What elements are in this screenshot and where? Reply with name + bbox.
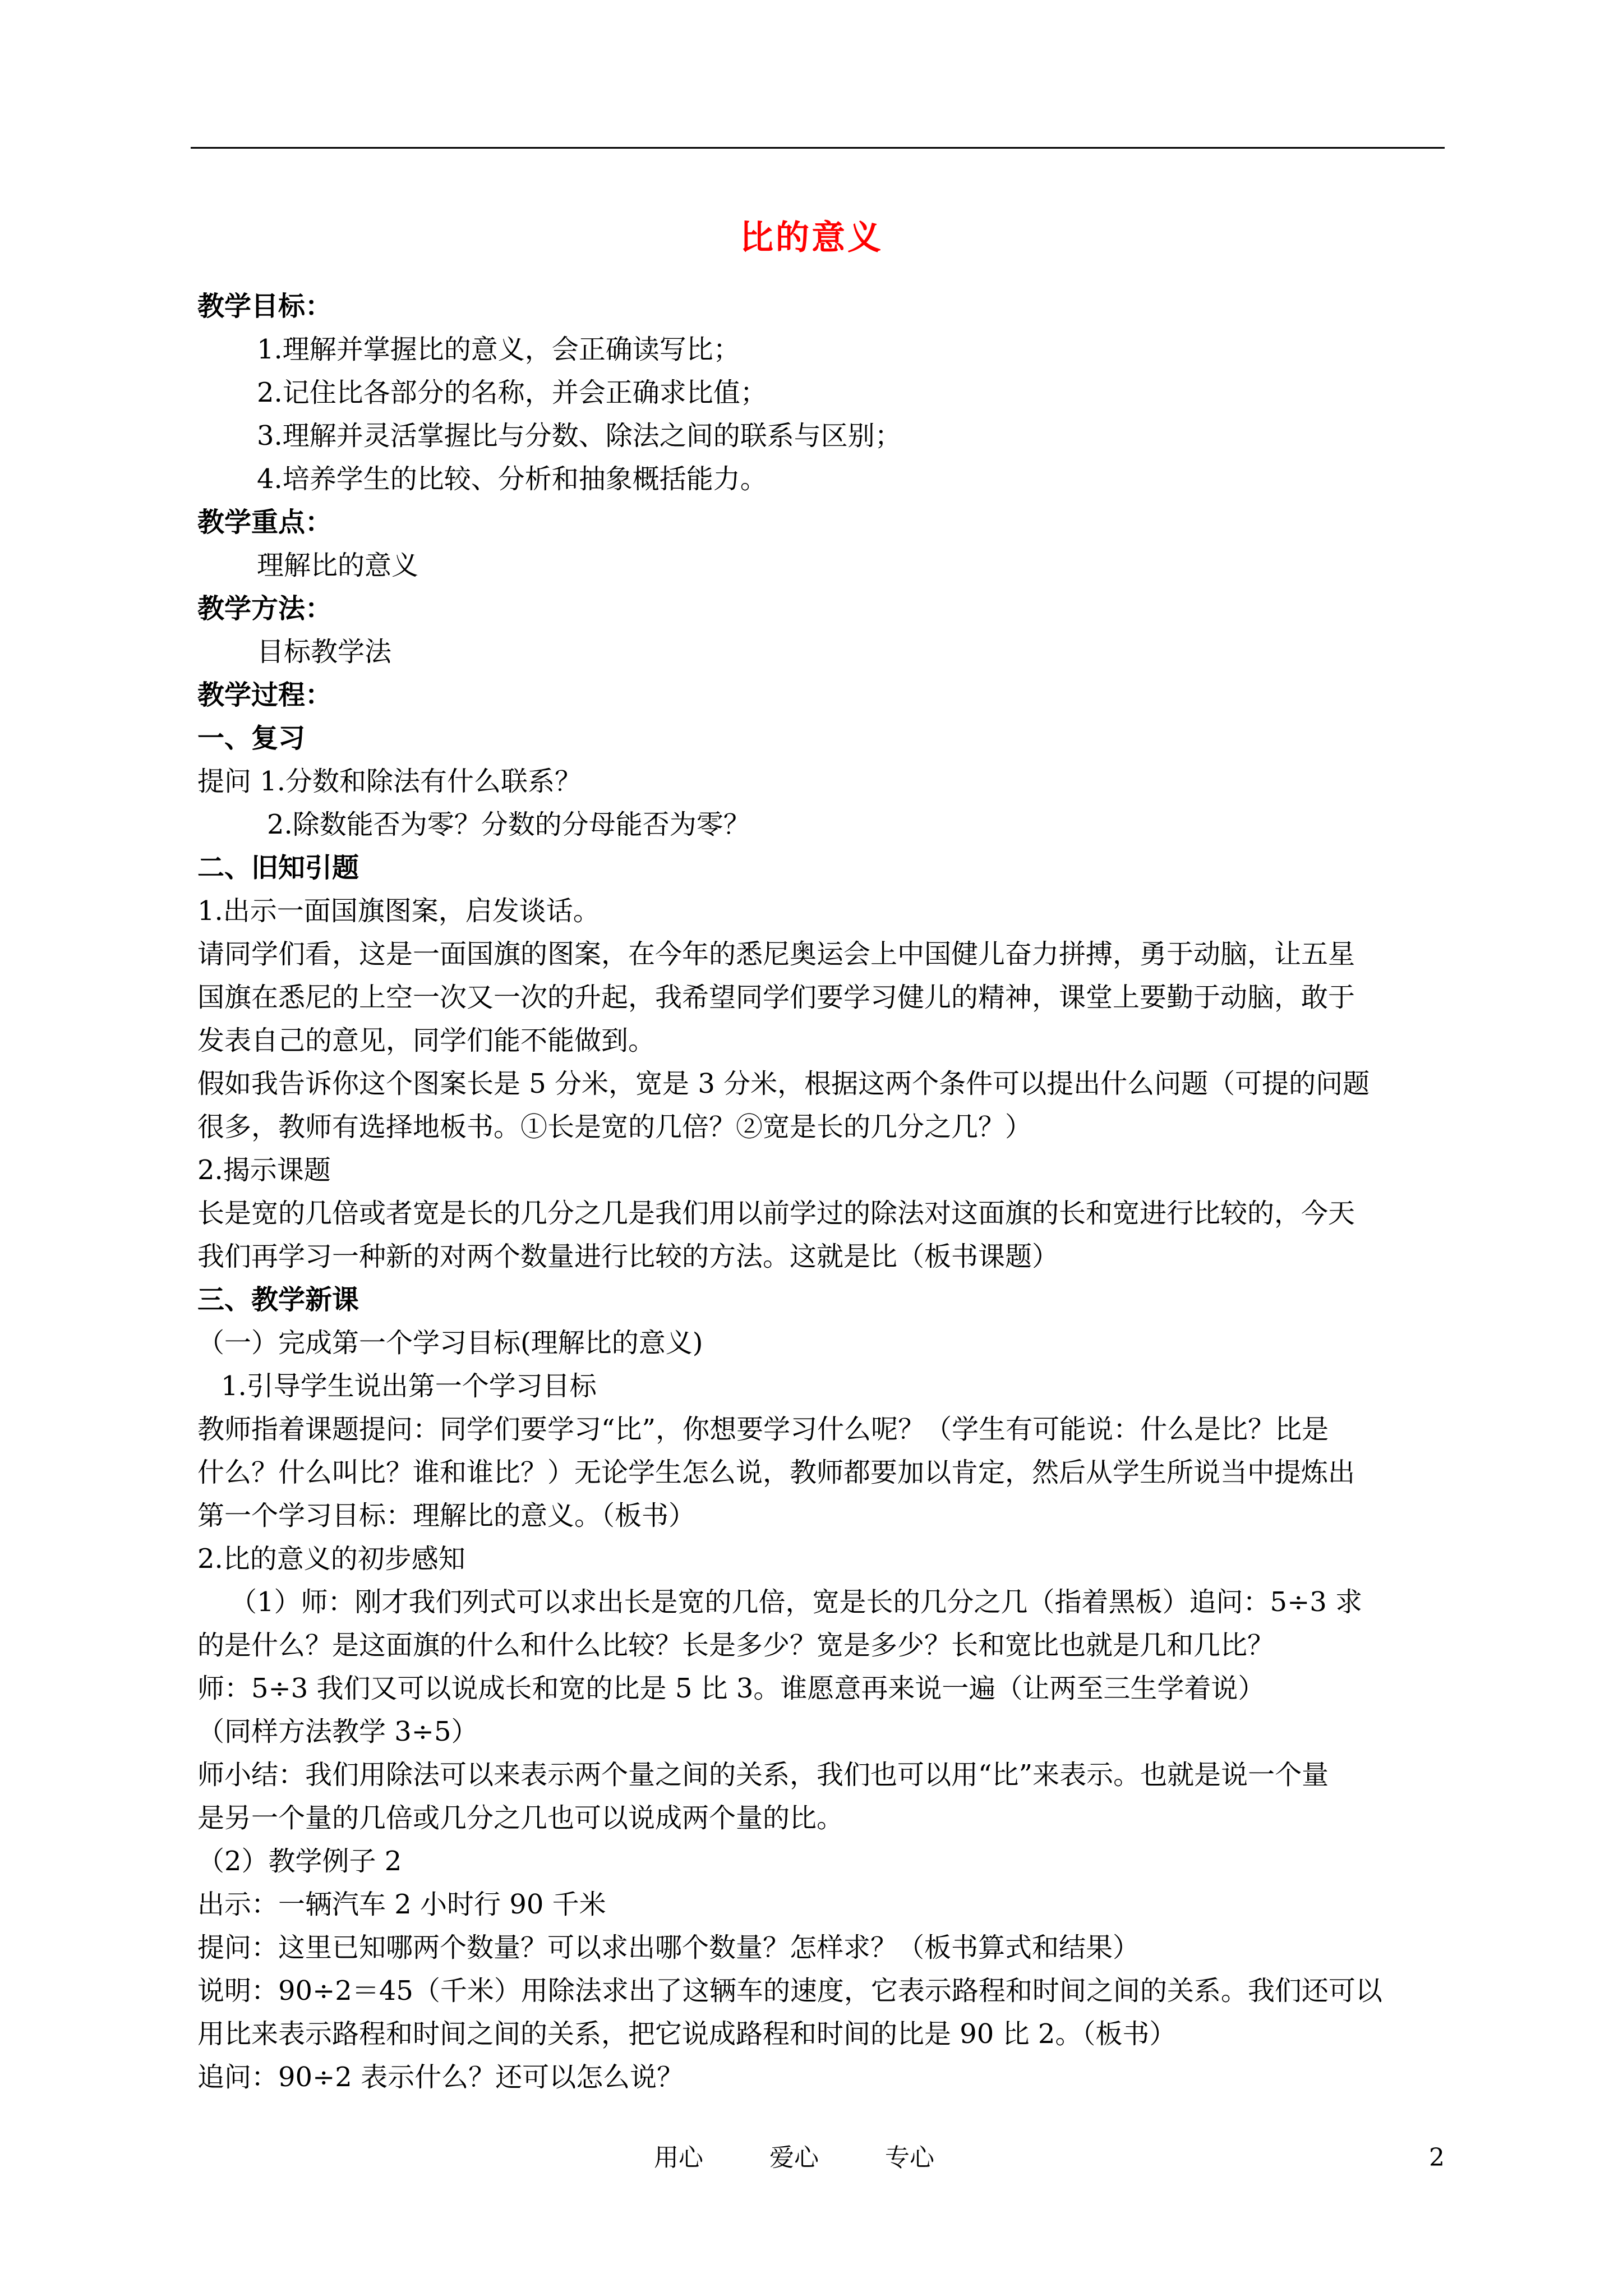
footer-motto (654, 2138, 1000, 2178)
text-line: 我们再学习一种新的对两个数量进行比较的方法。这就是比（板书课题） (197, 1241, 1059, 1272)
text-line: 国旗在悉尼的上空一次又一次的升起，我希望同学们要学习健儿的精神，课堂上要勤于动脑，敢于 (197, 982, 1355, 1013)
page-title: 比的意义 (740, 218, 883, 257)
text-line: 理解比的意义 (257, 550, 419, 581)
text-line: 2.揭示课题 (197, 1154, 331, 1186)
text-line: 用比来表示路程和时间之间的关系，把它说成路程和时间的比是 90 比 2。（板书） (197, 2018, 1177, 2050)
text-line: 3.理解并灵活掌握比与分数、除法之间的联系与区别； (257, 420, 902, 452)
text-line: 师：5÷3 我们又可以说成长和宽的比是 5 比 3。谁愿意再来说一遍（让两至三生学着说） (197, 1673, 1265, 1704)
text-line: 请同学们看，这是一面国旗的图案，在今年的悉尼奥运会上中国健儿奋力拼搏，勇于动脑，让五星 (197, 938, 1355, 970)
text-line: 一、复习 (197, 723, 306, 754)
text-line: （同样方法教学 3÷5） (197, 1716, 478, 1747)
text-line: 发表自己的意见，同学们能不能做到。 (197, 1025, 656, 1056)
page-footer (0, 2138, 1623, 2178)
text-line: 长是宽的几倍或者宽是长的几分之几是我们用以前学过的除法对这面旗的长和宽进行比较的，今天 (197, 1198, 1355, 1229)
text-line: 1.出示一面国旗图案，启发谈话。 (197, 895, 600, 927)
text-line: 教学重点： (197, 507, 333, 538)
text-line: 什么？什么叫比？谁和谁比？）无论学生怎么说，教师都要加以肯定，然后从学生所说当中提炼出 (197, 1457, 1355, 1488)
page-number: 2 (1429, 2143, 1445, 2172)
document-body (197, 285, 1446, 2099)
text-line: 的是什么？是这面旗的什么和什么比较？长是多少？宽是多少？长和宽比也就是几和几比？ (197, 1630, 1275, 1661)
header-rule (191, 147, 1445, 149)
text-line: （2）教学例子 2 (197, 1846, 402, 1877)
text-line: 很多，教师有选择地板书。①长是宽的几倍？②宽是长的几分之几？） (197, 1111, 1032, 1143)
text-line: 2.除数能否为零？分数的分母能否为零？ (267, 809, 750, 840)
text-line: 出示：一辆汽车 2 小时行 90 千米 (197, 1889, 606, 1920)
text-line: 师小结：我们用除法可以来表示两个量之间的关系，我们也可以用“比”来表示。也就是说一个量 (197, 1759, 1329, 1791)
text-line: 教师指着课题提问：同学们要学习“比”，你想要学习什么呢？（学生有可能说：什么是比？比是 (197, 1414, 1329, 1445)
footer-motto-item: 用心 (654, 2143, 703, 2172)
footer-motto-item: 爱心 (769, 2143, 819, 2172)
text-line: 提问 1.分数和除法有什么联系？ (197, 766, 582, 797)
text-line: 说明：90÷2＝45（千米）用除法求出了这辆车的速度，它表示路程和时间之间的关系。我们还可以 (197, 1975, 1382, 2007)
text-line: 假如我告诉你这个图案长是 5 分米，宽是 3 分米，根据这两个条件可以提出什么问题（可提的问题 (197, 1068, 1370, 1099)
text-line: 三、教学新课 (197, 1284, 359, 1315)
text-line: 2.记住比各部分的名称，并会正确求比值； (257, 377, 767, 408)
text-line: 4.培养学生的比较、分析和抽象概括能力。 (257, 463, 767, 495)
text-line: 二、旧知引题 (197, 852, 359, 884)
text-line: （1）师：刚才我们列式可以求出长是宽的几倍，宽是长的几分之几（指着黑板）追问：5÷3 求 (230, 1586, 1363, 1618)
footer-motto-item: 专心 (885, 2143, 934, 2172)
text-line: 2.比的意义的初步感知 (197, 1543, 465, 1575)
text-line: 1.理解并掌握比的意义，会正确读写比； (257, 334, 740, 365)
text-line: 提问：这里已知哪两个数量？可以求出哪个数量？怎样求？（板书算式和结果） (197, 1932, 1140, 1963)
text-line: 1.引导学生说出第一个学习目标 (221, 1370, 597, 1402)
text-line: 追问：90÷2 表示什么？还可以怎么说？ (197, 2062, 684, 2093)
text-line: 目标教学法 (257, 636, 392, 668)
text-line: 教学目标： (197, 291, 333, 322)
text-line: （一）完成第一个学习目标(理解比的意义) (197, 1327, 703, 1359)
text-line: 教学过程： (197, 679, 333, 711)
text-line: 第一个学习目标：理解比的意义。（板书） (197, 1500, 696, 1531)
text-line: 是另一个量的几倍或几分之几也可以说成两个量的比。 (197, 1802, 844, 1834)
text-line: 教学方法： (197, 593, 333, 624)
